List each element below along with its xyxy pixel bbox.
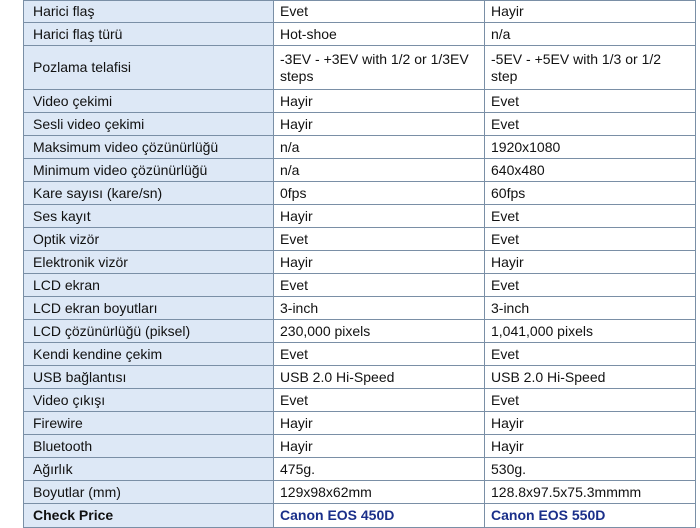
spec-value-450d: USB 2.0 Hi-Speed bbox=[274, 366, 485, 389]
spec-value-450d: Hayir bbox=[274, 251, 485, 274]
spec-value-450d: 3-inch bbox=[274, 297, 485, 320]
spec-value-450d: 230,000 pixels bbox=[274, 320, 485, 343]
spec-value-550d: 640x480 bbox=[485, 159, 696, 182]
spec-value-450d: Hayir bbox=[274, 205, 485, 228]
spec-label: Kendi kendine çekim bbox=[24, 343, 274, 366]
spec-row bbox=[24, 205, 696, 228]
spec-value-550d: Evet bbox=[485, 389, 696, 412]
spec-label: Harici flaş türü bbox=[24, 23, 274, 46]
spec-value-550d: 1920x1080 bbox=[485, 136, 696, 159]
spec-row bbox=[24, 136, 696, 159]
spec-label: Maksimum video çözünürlüğü bbox=[24, 136, 274, 159]
spec-value-550d: Evet bbox=[485, 343, 696, 366]
spec-row bbox=[24, 274, 696, 297]
spec-row bbox=[24, 159, 696, 182]
spec-row bbox=[24, 343, 696, 366]
check-price-label: Check Price bbox=[24, 504, 274, 528]
spec-value-450d: Evet bbox=[274, 228, 485, 251]
spec-value-450d: Hayir bbox=[274, 113, 485, 136]
spec-value-550d: -5EV - +5EV with 1/3 or 1/2 step bbox=[485, 46, 696, 90]
spec-label: Elektronik vizör bbox=[24, 251, 274, 274]
spec-value-450d: n/a bbox=[274, 136, 485, 159]
spec-value-450d: 475g. bbox=[274, 458, 485, 481]
spec-value-550d: Evet bbox=[485, 205, 696, 228]
spec-value-450d: 0fps bbox=[274, 182, 485, 205]
spec-value-550d: 1,041,000 pixels bbox=[485, 320, 696, 343]
spec-label: Video çıkışı bbox=[24, 389, 274, 412]
spec-label: Bluetooth bbox=[24, 435, 274, 458]
spec-value-450d: Evet bbox=[274, 343, 485, 366]
spec-table-body bbox=[24, 1, 696, 528]
spec-value-550d: Evet bbox=[485, 228, 696, 251]
spec-label: Ağırlık bbox=[24, 458, 274, 481]
spec-value-450d: 129x98x62mm bbox=[274, 481, 485, 504]
spec-label: Boyutlar (mm) bbox=[24, 481, 274, 504]
spec-row bbox=[24, 366, 696, 389]
spec-value-550d: n/a bbox=[485, 23, 696, 46]
spec-value-450d: Hayir bbox=[274, 412, 485, 435]
spec-value-450d: Evet bbox=[274, 274, 485, 297]
spec-row bbox=[24, 251, 696, 274]
canon-eos-550d-link[interactable]: Canon EOS 550D bbox=[485, 504, 696, 528]
spec-row bbox=[24, 412, 696, 435]
spec-row bbox=[24, 23, 696, 46]
spec-label: Pozlama telafisi bbox=[24, 46, 274, 90]
spec-row bbox=[24, 458, 696, 481]
spec-row bbox=[24, 1, 696, 23]
spec-label: LCD ekran bbox=[24, 274, 274, 297]
spec-label: Sesli video çekimi bbox=[24, 113, 274, 136]
spec-value-550d: Evet bbox=[485, 274, 696, 297]
spec-row bbox=[24, 228, 696, 251]
spec-value-550d: 3-inch bbox=[485, 297, 696, 320]
spec-label: USB bağlantısı bbox=[24, 366, 274, 389]
spec-value-550d: USB 2.0 Hi-Speed bbox=[485, 366, 696, 389]
spec-label: Kare sayısı (kare/sn) bbox=[24, 182, 274, 205]
spec-value-450d: -3EV - +3EV with 1/2 or 1/3EV steps bbox=[274, 46, 485, 90]
spec-label: Firewire bbox=[24, 412, 274, 435]
spec-label: LCD çözünürlüğü (piksel) bbox=[24, 320, 274, 343]
spec-value-450d: n/a bbox=[274, 159, 485, 182]
spec-row bbox=[24, 320, 696, 343]
spec-value-550d: Hayir bbox=[485, 1, 696, 23]
spec-label: Ses kayıt bbox=[24, 205, 274, 228]
spec-value-550d: Evet bbox=[485, 90, 696, 113]
spec-value-550d: 60fps bbox=[485, 182, 696, 205]
spec-value-450d: Hayir bbox=[274, 435, 485, 458]
spec-label: Harici flaş bbox=[24, 1, 274, 23]
spec-row bbox=[24, 389, 696, 412]
spec-label: Video çekimi bbox=[24, 90, 274, 113]
spec-row bbox=[24, 182, 696, 205]
spec-label: Minimum video çözünürlüğü bbox=[24, 159, 274, 182]
spec-row bbox=[24, 297, 696, 320]
spec-value-450d: Evet bbox=[274, 389, 485, 412]
check-price-row bbox=[24, 504, 696, 528]
spec-value-450d: Evet bbox=[274, 1, 485, 23]
spec-row bbox=[24, 481, 696, 504]
spec-label: LCD ekran boyutları bbox=[24, 297, 274, 320]
canon-eos-450d-link[interactable]: Canon EOS 450D bbox=[274, 504, 485, 528]
spec-value-550d: Hayir bbox=[485, 412, 696, 435]
spec-value-550d: Evet bbox=[485, 113, 696, 136]
spec-value-550d: Hayir bbox=[485, 435, 696, 458]
spec-value-550d: 530g. bbox=[485, 458, 696, 481]
spec-label: Optik vizör bbox=[24, 228, 274, 251]
spec-value-550d: 128.8x97.5x75.3mmmm bbox=[485, 481, 696, 504]
spec-row bbox=[24, 435, 696, 458]
spec-value-450d: Hot-shoe bbox=[274, 23, 485, 46]
spec-row bbox=[24, 46, 696, 90]
spec-row bbox=[24, 90, 696, 113]
spec-value-450d: Hayir bbox=[274, 90, 485, 113]
spec-value-550d: Hayir bbox=[485, 251, 696, 274]
spec-row bbox=[24, 113, 696, 136]
spec-comparison-table bbox=[23, 0, 696, 528]
